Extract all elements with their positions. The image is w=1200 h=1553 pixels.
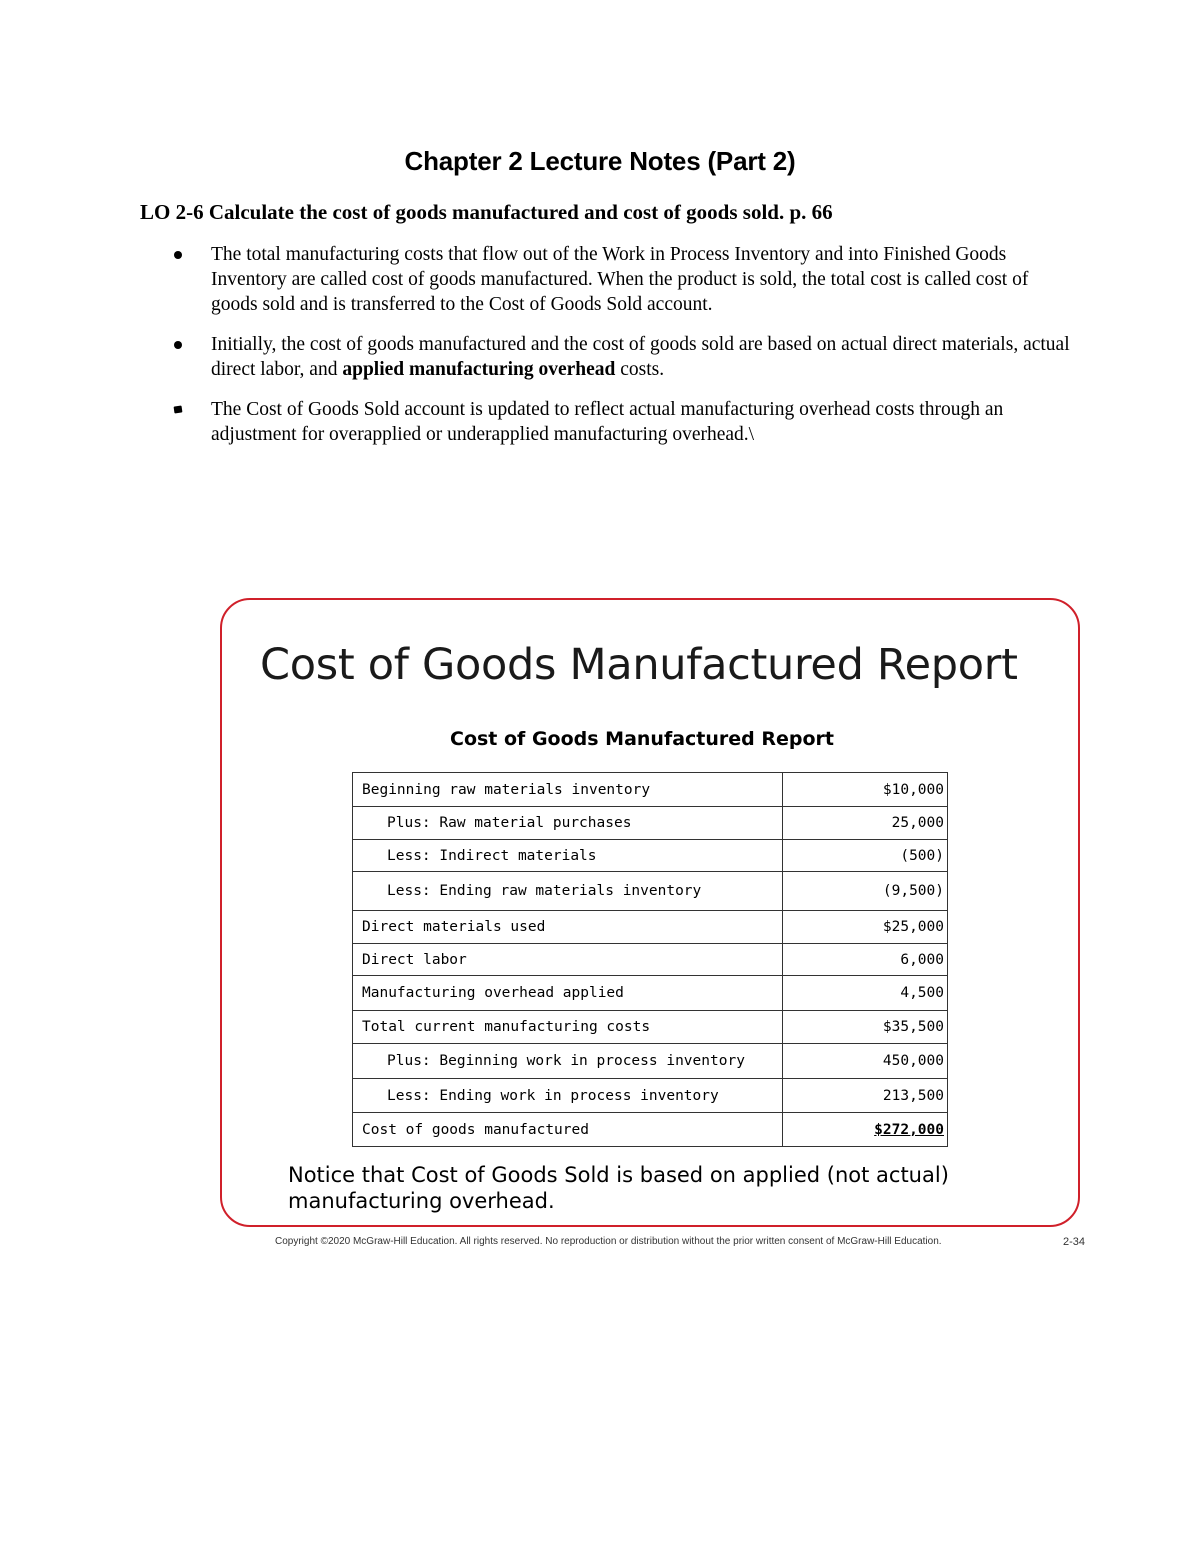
row-label: Manufacturing overhead applied [353, 976, 783, 1011]
row-amount: $35,500 [783, 1011, 948, 1044]
copyright-footer [275, 1236, 1085, 1247]
row-label: Direct labor [353, 944, 783, 976]
list-item [170, 397, 1070, 447]
row-amount: $25,000 [783, 911, 948, 944]
list-item [170, 242, 1070, 317]
report-title: Cost of Goods Manufactured Report [450, 728, 834, 750]
copyright-text: Copyright ©2020 McGraw-Hill Education. All rights reserved. No reproduction or distribution without the prior written consent of McGraw-Hill Education. [275, 1236, 942, 1247]
row-amount: (9,500) [783, 872, 948, 911]
bullet-list [170, 242, 1070, 462]
page-title: Chapter 2 Lecture Notes (Part 2) [404, 146, 796, 176]
slide-note: Notice that Cost of Goods Sold is based on applied (not actual) manufacturing overhead. [288, 1163, 949, 1213]
table-row [353, 1044, 948, 1079]
row-label: Less: Ending raw materials inventory [353, 872, 783, 911]
table-row [353, 1011, 948, 1044]
bullet-icon [174, 405, 183, 413]
row-amount: (500) [783, 840, 948, 872]
row-label: Less: Indirect materials [353, 840, 783, 872]
table-row [353, 872, 948, 911]
row-label: Total current manufacturing costs [353, 1011, 783, 1044]
bullet-icon [174, 251, 182, 259]
table-row [353, 944, 948, 976]
table-row [353, 976, 948, 1011]
table-row [353, 911, 948, 944]
table-row [353, 807, 948, 840]
report-table [352, 772, 948, 1147]
row-amount: $10,000 [783, 773, 948, 807]
row-label: Plus: Raw material purchases [353, 807, 783, 840]
row-amount: 25,000 [783, 807, 948, 840]
bullet-text: Initially, the cost of goods manufactured and the cost of goods sold are based on actual direct materials, actual direct labor, and [211, 334, 1070, 380]
bullet-bold-text: applied manufacturing overhead [342, 359, 616, 380]
list-item [170, 332, 1070, 382]
lo-heading: LO 2-6 Calculate the cost of goods manufactured and cost of goods sold. p. 66 [140, 200, 833, 224]
row-label: Direct materials used [353, 911, 783, 944]
table-row [353, 1079, 948, 1113]
row-amount: 4,500 [783, 976, 948, 1011]
bullet-icon [174, 341, 182, 349]
row-amount-total: $272,000 [783, 1113, 948, 1147]
page-number: 2-34 [1062, 1236, 1085, 1248]
table-row [353, 773, 948, 807]
table-row [353, 840, 948, 872]
row-amount: 6,000 [783, 944, 948, 976]
bullet-text: The Cost of Goods Sold account is updated to reflect actual manufacturing overhead costs through an adjustment for overapplied or underapplied manufacturing overhead.\ [211, 399, 1004, 445]
bullet-text: costs. [615, 359, 665, 380]
row-amount: 450,000 [783, 1044, 948, 1079]
row-label: Beginning raw materials inventory [353, 773, 783, 807]
slide-title: Cost of Goods Manufactured Report [260, 640, 1018, 690]
row-label: Cost of goods manufactured [353, 1113, 783, 1147]
bullet-text: The total manufacturing costs that flow out of the Work in Process Inventory and into Finished Goods Inventory are called cost of goods manufactured. When the product is sold, the total cost is called cost of goods sold and is transferred to the Cost of Goods Sold account. [211, 244, 1029, 315]
row-label: Plus: Beginning work in process inventory [353, 1044, 783, 1079]
row-label: Less: Ending work in process inventory [353, 1079, 783, 1113]
row-amount: 213,500 [783, 1079, 948, 1113]
table-row [353, 1113, 948, 1147]
embedded-slide [220, 598, 1080, 1227]
